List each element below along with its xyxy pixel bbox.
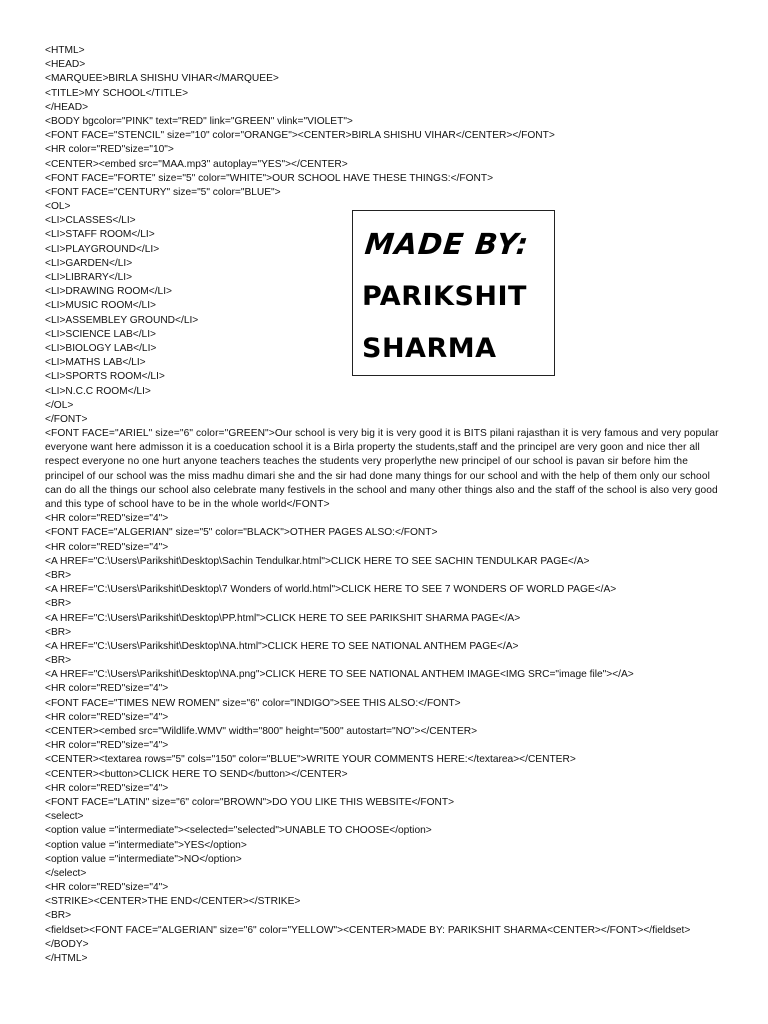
code-line: <LI>DRAWING ROOM</LI> [45, 286, 173, 298]
code-line: <HR color="RED"size="4"> [45, 882, 169, 894]
code-line: <LI>PLAYGROUND</LI> [45, 243, 160, 255]
code-line: <HR color="RED"size="4"> [45, 513, 169, 525]
code-line: <BR> [45, 655, 72, 667]
code-line: <HR color="RED"size="4"> [45, 740, 169, 752]
code-line: <A HREF="C:\Users\Parikshit\Desktop\NA.png">CLICK HERE TO SEE NATIONAL ANTHEM IMAGE<IMG SRC="image file"></A> [45, 669, 634, 681]
code-line: can do all the things our school also celebrate many festivels in the school and many other things also and the staff of the school is also very good [45, 484, 718, 496]
code-line: <fieldset><FONT FACE="ALGERIAN" size="6" color="YELLOW"><CENTER>MADE BY: PARIKSHIT SHARMA<CENTER></FONT></fieldset> [45, 924, 691, 936]
code-line: <LI>CLASSES</LI> [45, 215, 136, 227]
code-line: <FONT FACE="FORTE" size="5" color="WHITE">OUR SCHOOL HAVE THESE THINGS:</FONT> [45, 172, 494, 184]
code-line: <HR color="RED"size="4"> [45, 541, 169, 553]
code-line: <option value ="intermediate"><selected="selected">UNABLE TO CHOOSE</option> [45, 825, 432, 837]
code-line: <BODY bgcolor="PINK" text="RED" link="GREEN" vlink="VIOLET"> [45, 115, 353, 127]
code-line: <BR> [45, 910, 72, 922]
code-line: <BR> [45, 598, 72, 610]
code-line: <select> [45, 811, 84, 823]
code-line: <OL> [45, 201, 71, 213]
code-line: <LI>MUSIC ROOM</LI> [45, 300, 156, 312]
code-line: <A HREF="C:\Users\Parikshit\Desktop\Sachin Tendulkar.html">CLICK HERE TO SEE SACHIN TENDULKAR PAGE</A> [45, 555, 590, 567]
code-line: <STRIKE><CENTER>THE END</CENTER></STRIKE> [45, 896, 301, 908]
code-line: <A HREF="C:\Users\Parikshit\Desktop\NA.html">CLICK HERE TO SEE NATIONAL ANTHEM PAGE</A> [45, 640, 519, 652]
code-line: <BR> [45, 569, 72, 581]
code-line: <LI>BIOLOGY LAB</LI> [45, 342, 157, 354]
code-line: <option value ="intermediate">NO</option> [45, 853, 242, 865]
code-line: <A HREF="C:\Users\Parikshit\Desktop\7 Wonders of world.html">CLICK HERE TO SEE 7 WONDERS OF WORLD PAGE</A> [45, 584, 617, 596]
code-line: </FONT> [45, 413, 88, 425]
code-line: <LI>GARDEN</LI> [45, 257, 133, 269]
code-line: <option value ="intermediate">YES</option> [45, 839, 247, 851]
code-line: <BR> [45, 626, 72, 638]
code-line: <HTML> [45, 45, 85, 56]
code-line: and this type of school have to be in the whole world</FONT> [45, 499, 330, 510]
code-line: <CENTER><textarea rows="5" cols="150" color="BLUE">WRITE YOUR COMMENTS HERE:</textarea></CENTER> [45, 754, 576, 766]
code-line: <LI>SCIENCE LAB</LI> [45, 328, 156, 340]
code-line: </HEAD> [45, 101, 89, 113]
code-line: <FONT FACE="STENCIL" size="10" color="ORANGE"><CENTER>BIRLA SHISHU VIHAR</CENTER></FONT> [45, 130, 555, 142]
code-line: <HR color="RED"size="4"> [45, 782, 169, 794]
code-line: respect everyone no one hurt anyone teachers teaches the students very properlythe new principel of our school is pavan sir before him the [45, 456, 688, 468]
code-line: <LI>ASSEMBLEY GROUND</LI> [45, 314, 199, 326]
code-block-bottom [45, 512, 725, 966]
school-description-paragraph [45, 427, 721, 512]
author-last-name: SHARMA [362, 333, 497, 364]
made-by-label: MADE BY: [363, 227, 531, 261]
author-first-name: PARIKSHIT [362, 281, 527, 312]
code-line: <LI>N.C.C ROOM</LI> [45, 385, 151, 397]
code-line: <CENTER><embed src="Wildlife.WMV" width="800" height="500" autostart="NO"></CENTER> [45, 726, 478, 737]
code-line: <HR color="RED"size="10"> [45, 144, 174, 156]
code-line: <MARQUEE>BIRLA SHISHU VIHAR</MARQUEE> [45, 73, 279, 85]
code-line: <LI>SPORTS ROOM</LI> [45, 371, 165, 383]
code-line: <FONT FACE="ALGERIAN" size="5" color="BLACK">OTHER PAGES ALSO:</FONT> [45, 527, 438, 539]
code-line: <HR color="RED"size="4"> [45, 711, 169, 723]
code-line: <CENTER><embed src="MAA.mp3" autoplay="YES"></CENTER> [45, 158, 348, 170]
code-line: <FONT FACE="ARIEL" size="6" color="GREEN">Our school is very big it is very good it is BITS pilani rajasthan it is very famous and very popular [45, 428, 719, 440]
code-line: <LI>MATHS LAB</LI> [45, 357, 146, 369]
code-line: <A HREF="C:\Users\Parikshit\Desktop\PP.html">CLICK HERE TO SEE PARIKSHIT SHARMA PAGE</A> [45, 612, 521, 624]
code-line: <LI>LIBRARY</LI> [45, 272, 133, 283]
code-line: <HEAD> [45, 59, 86, 71]
made-by-box [352, 210, 555, 376]
code-line: <CENTER><button>CLICK HERE TO SEND</button></CENTER> [45, 768, 348, 780]
code-line: <FONT FACE="CENTURY" size="5" color="BLUE"> [45, 186, 281, 198]
code-line: <HR color="RED"size="4"> [45, 683, 169, 695]
code-line: </HTML> [45, 953, 88, 964]
code-line: <FONT FACE="TIMES NEW ROMEN" size="6" color="INDIGO">SEE THIS ALSO:</FONT> [45, 697, 461, 709]
code-line: <LI>STAFF ROOM</LI> [45, 229, 155, 241]
code-line: </BODY> [45, 938, 89, 950]
code-line: <TITLE>MY SCHOOL</TITLE> [45, 87, 189, 99]
code-line: principel of our school was the miss madhu dimari she and the sir had done many things for our school and with the help of them only our school [45, 470, 710, 482]
code-line: everyone want here admisson it is a coeducation school it is a Birla property the students,staff and the principel are very goon and nice ther all [45, 442, 700, 454]
code-line: </select> [45, 867, 87, 879]
html-source-listing [45, 44, 725, 966]
code-line: </OL> [45, 399, 74, 411]
code-line: <FONT FACE="LATIN" size="6" color="BROWN">DO YOU LIKE THIS WEBSITE</FONT> [45, 796, 455, 808]
